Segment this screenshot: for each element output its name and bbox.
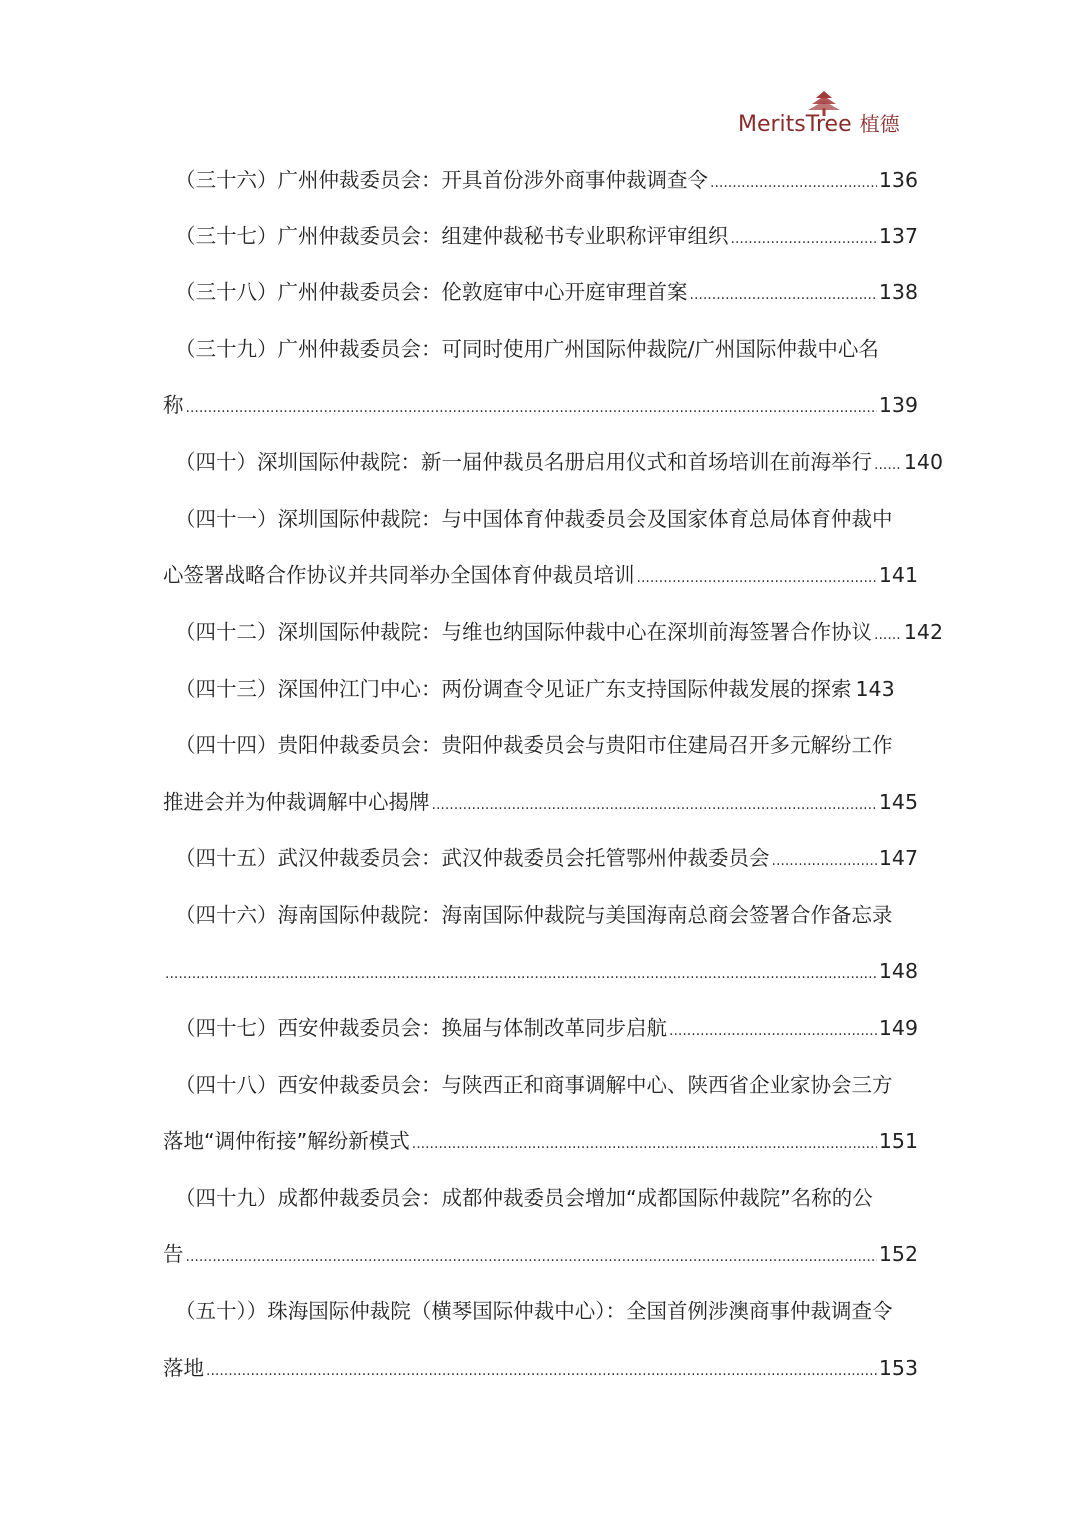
toc-entry-title: （四十一）深圳国际仲裁院：与中国体育仲裁委员会及国家体育总局体育仲裁中 xyxy=(175,507,893,531)
toc-entry[interactable] xyxy=(163,946,918,996)
toc-page-number: 143 xyxy=(855,677,895,701)
dot-leader xyxy=(731,214,877,264)
dot-leader xyxy=(874,440,902,490)
toc-entry-title: （四十三）深国仲江门中心：两份调查令见证广东支持国际仲裁发展的探索 xyxy=(175,677,852,701)
toc-entry[interactable] xyxy=(163,1173,923,1223)
dot-leader xyxy=(669,1006,877,1056)
toc-entry[interactable] xyxy=(163,1116,918,1166)
toc-entry-title: （四十六）海南国际仲裁院：海南国际仲裁院与美国海南总商会签署合作备忘录 xyxy=(175,903,893,927)
toc-entry[interactable] xyxy=(163,607,943,657)
toc-entry[interactable] xyxy=(163,380,918,430)
toc-entry-title: （四十二）深圳国际仲裁院：与维也纳国际仲裁中心在深圳前海签署合作协议 xyxy=(175,620,872,644)
toc-page-number: 138 xyxy=(878,280,918,304)
dot-leader xyxy=(874,610,902,660)
toc-page-number: 151 xyxy=(878,1129,918,1153)
dot-leader xyxy=(772,836,877,886)
toc-entry-title: （三十八）广州仲裁委员会：伦敦庭审中心开庭审理首案 xyxy=(175,280,688,304)
toc-page-number: 153 xyxy=(878,1356,918,1380)
toc-entry[interactable] xyxy=(163,720,923,770)
toc-entry-title: （四十七）西安仲裁委员会：换届与体制改革同步启航 xyxy=(175,1016,667,1040)
toc-page-number: 149 xyxy=(878,1016,918,1040)
toc-entry[interactable] xyxy=(163,1060,923,1110)
toc-entry-title: 告 xyxy=(163,1242,184,1266)
toc-entry[interactable] xyxy=(163,211,918,261)
dot-leader xyxy=(165,949,877,999)
toc-entry-title: （三十六）广州仲裁委员会：开具首份涉外商事仲裁调查令 xyxy=(175,168,708,192)
toc-entry[interactable] xyxy=(163,550,918,600)
toc-entry[interactable] xyxy=(163,777,918,827)
toc-page-number: 142 xyxy=(903,620,943,644)
toc-entry[interactable] xyxy=(163,155,918,205)
dot-leader xyxy=(710,158,877,208)
dot-leader xyxy=(206,1346,877,1396)
toc-entry[interactable] xyxy=(163,890,923,940)
toc-page-number: 145 xyxy=(878,790,918,814)
toc-entry[interactable] xyxy=(163,833,918,883)
meritstree-logo xyxy=(738,90,918,140)
logo-wordmark xyxy=(738,108,900,137)
toc-page-number: 137 xyxy=(878,224,918,248)
toc-entry[interactable] xyxy=(163,267,918,317)
toc-entry-title: （四十九）成都仲裁委员会：成都仲裁委员会增加“成都国际仲裁院”名称的公 xyxy=(175,1186,873,1210)
toc-entry[interactable] xyxy=(163,324,923,374)
toc-page-number: 140 xyxy=(903,450,943,474)
dot-leader xyxy=(412,1119,877,1169)
logo-text-cn: 植德 xyxy=(859,112,900,136)
toc-entry[interactable] xyxy=(163,1286,923,1336)
toc-entry-title: （四十五）武汉仲裁委员会：武汉仲裁委员会托管鄂州仲裁委员会 xyxy=(175,846,770,870)
toc-entry-title: （三十九）广州仲裁委员会：可同时使用广州国际仲裁院/广州国际仲裁中心名 xyxy=(175,337,879,361)
toc-entry[interactable] xyxy=(163,494,923,544)
toc-entry[interactable] xyxy=(163,437,943,487)
logo-text-en: MeritsTree xyxy=(738,112,852,137)
toc-page-number: 147 xyxy=(878,846,918,870)
toc-entry-title: （四十四）贵阳仲裁委员会：贵阳仲裁委员会与贵阳市住建局召开多元解纷工作 xyxy=(175,733,893,757)
toc-entry[interactable] xyxy=(163,1003,918,1053)
toc-entry-title: （五十））珠海国际仲裁院（横琴国际仲裁中心）：全国首例涉澳商事仲裁调查令 xyxy=(175,1299,893,1323)
toc-entry-title: 落地“调仲衔接”解纷新模式 xyxy=(163,1129,410,1153)
toc-entry-title: 称 xyxy=(163,393,184,417)
toc-page-number: 148 xyxy=(878,959,918,983)
toc-entry-title: 落地 xyxy=(163,1356,204,1380)
dot-leader xyxy=(186,1232,877,1282)
toc-page-number: 136 xyxy=(878,168,918,192)
toc-entry[interactable] xyxy=(163,1343,918,1393)
toc-page-number: 139 xyxy=(878,393,918,417)
toc-entry-title: 推进会并为仲裁调解中心揭牌 xyxy=(163,790,430,814)
toc-entry-title: （三十七）广州仲裁委员会：组建仲裁秘书专业职称评审组织 xyxy=(175,224,729,248)
toc-entry-title: （四十八）西安仲裁委员会：与陕西正和商事调解中心、陕西省企业家协会三方 xyxy=(175,1073,893,1097)
toc-entry-title: 心签署战略合作协议并共同举办全国体育仲裁员培训 xyxy=(163,563,635,587)
toc-entry-title: （四十）深圳国际仲裁院：新一届仲裁员名册启用仪式和首场培训在前海举行 xyxy=(175,450,872,474)
toc-entry[interactable] xyxy=(163,1229,918,1279)
toc-page-number: 141 xyxy=(878,563,918,587)
dot-leader xyxy=(690,270,877,320)
dot-leader xyxy=(186,383,877,433)
toc-entry[interactable] xyxy=(163,664,893,714)
dot-leader xyxy=(637,553,877,603)
dot-leader xyxy=(432,780,877,830)
toc-page-number: 152 xyxy=(878,1242,918,1266)
